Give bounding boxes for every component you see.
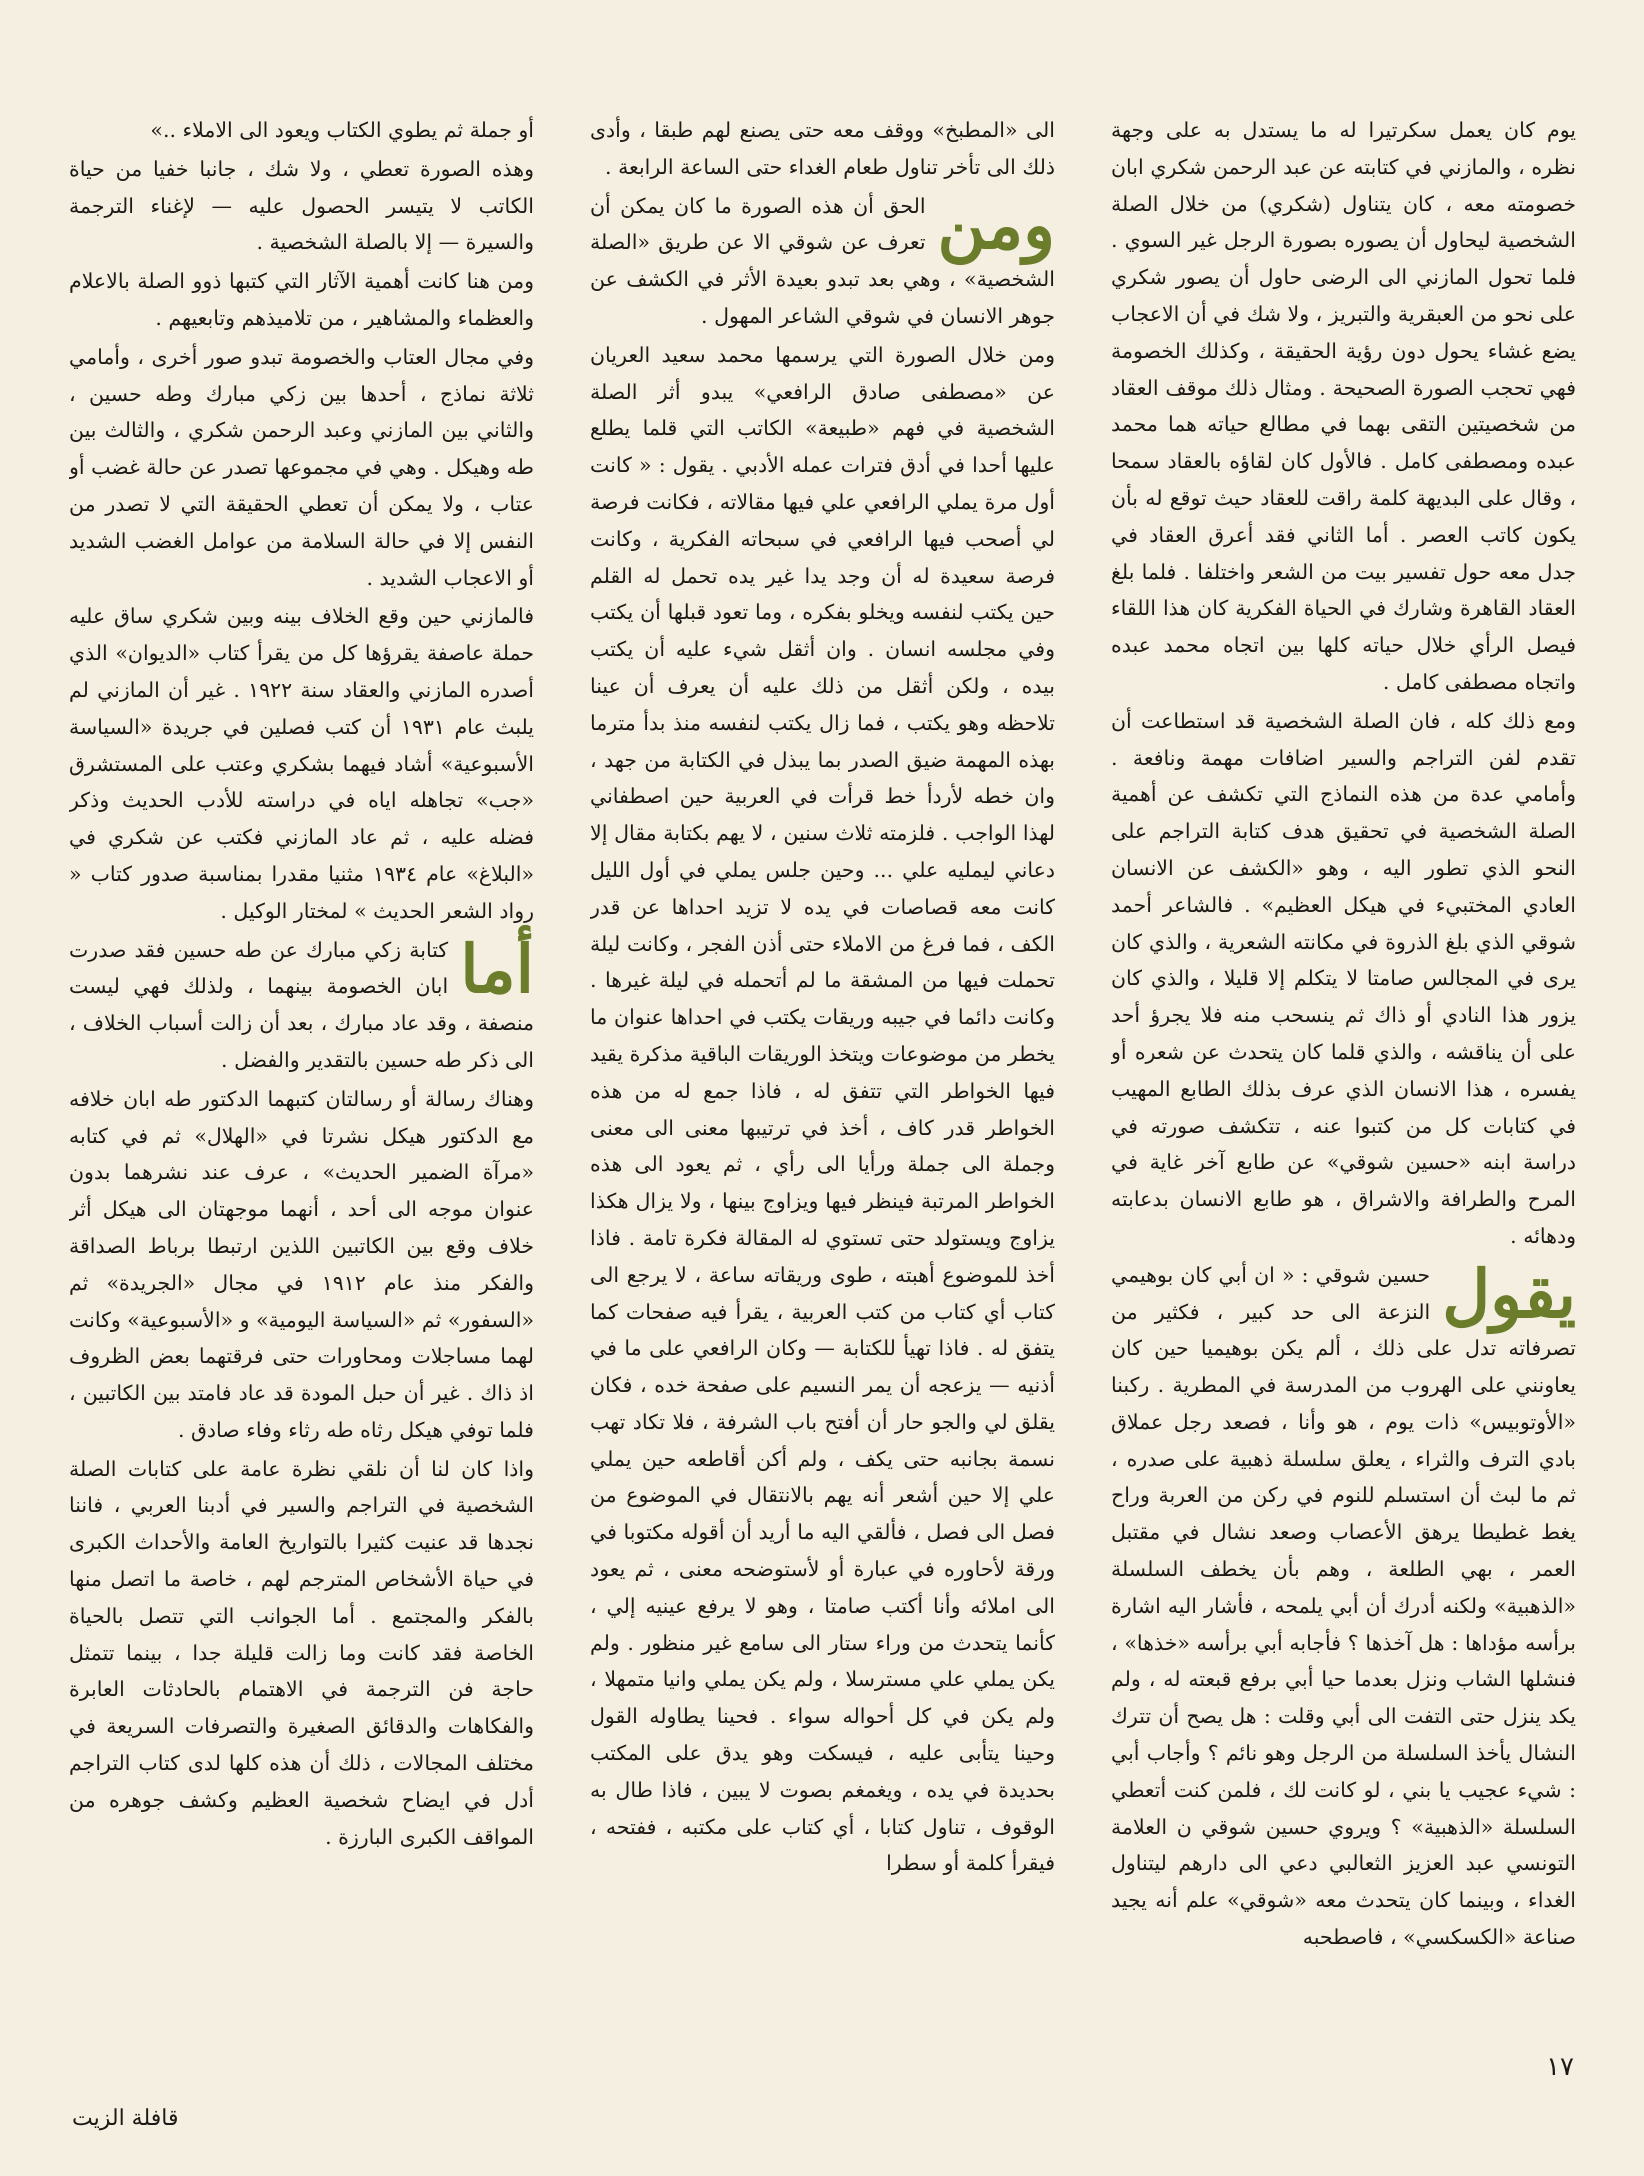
- paragraph: [1111, 1254, 1576, 1956]
- paragraph: وفي مجال العتاب والخصومة تبدو صور أخرى ، وأمامي ثلاثة نماذج ، أحدها بين زكي مبارك وطه حسين ، والثاني بين المازني وعبد الرحمن شكري ، والثالث بين طه وهيكل . وهي في مجموعها تصدر عن حالة غضب أو عتاب ، ولا يمكن أن تعطي الحقيقة التي لا تصدر من النفس إلا في حالة السلامة من عوامل الغضب الشديد أو الاعجاب الشديد .: [69, 344, 534, 590]
- paragraph: وهذه الصورة تعطي ، ولا شك ، جانبا خفيا من حياة الكاتب لا يتيسر الحصول عليه — لإغناء الترجمة والسيرة — إلا بالصلة الشخصية .: [69, 156, 534, 255]
- paragraph-text: الحق أن هذه الصورة ما كان يمكن أن تعرف عن شوقي الا عن طريق «الصلة الشخصية» ، وهي بعد تبدو بعيدة الأثر في الكشف عن جوهر الانسان في شوقي الشاعر المهول .: [590, 193, 1055, 328]
- paragraph-text: كتابة زكي مبارك عن طه حسين فقد صدرت ابان الخصومة بينهما ، ولذلك فهي ليست منصفة ، وقد عاد مبارك ، بعد أن زالت أسباب الخلاف ، الى ذكر طه حسين بالتقدير والفضل .: [69, 937, 534, 1072]
- paragraph: الى «المطبخ» ووقف معه حتى يصنع لهم طبقا ، وأدى ذلك الى تأخر تناول طعام الغداء حتى الساعة الرابعة .: [590, 118, 1055, 179]
- paragraph: وهناك رسالة أو رسالتان كتبهما الدكتور طه ابان خلافه مع الدكتور هيكل نشرتا في «الهلال» ثم في كتابه «مرآة الضمير الحديث» ، عرف عند نشرهما بدون عنوان موجه الى أحد ، أنهما موجهتان الى هيكل أثر خلاف وقع بين الكاتبين اللذين ارتبطا برباط الصداقة والفكر منذ عام ١٩١٢ في مجال «الجريدة» ثم «السفور» ثم «السياسة اليومية» و «الأسبوعية» وكانت لهما مساجلات ومحاورات حتى فرقتهما بعض الظروف اذ ذاك . غير أن حبل المودة قد عاد فامتد بين الكاتبين ، فلما توفي هيكل رثاه طه رثاء وفاء صادق .: [69, 1086, 534, 1442]
- paragraph: واذا كان لنا أن نلقي نظرة عامة على كتابات الصلة الشخصية في التراجم والسير في أدبنا العربي ، فاننا نجدها قد عنيت كثيرا بالتواريخ العامة والأحداث الكبرى في حياة الأشخاص المترجم لهم ، خاصة ما اتصل منها بالفكر والمجتمع . أما الجوانب التي تتصل بالحياة الخاصة فقد كانت وما زالت قليلة جدا ، بينما تتمثل حاجة فن الترجمة في الاهتمام بالحادثات العابرة والفكاهات والدقائق الصغيرة والتصرفات السريعة في مختلف المجالات ، ذلك أن هذه كلها لدى كتاب التراجم أدل في ايضاح شخصية العظيم وكشف جوهره من المواقف الكبرى البارزة .: [69, 1456, 534, 1849]
- paragraph: [590, 185, 1055, 335]
- paragraph: [69, 929, 534, 1079]
- paragraph: ومن خلال الصورة التي يرسمها محمد سعيد العريان عن «مصطفى صادق الرافعي» يبدو أثر الصلة الشخصية في فهم «طبيعة» الكاتب التي قلما يطلع عليها أحدا في أدق فترات عمله الأدبي . يقول : « كانت أول مرة يملي الرافعي علي فيها مقالاته ، فكانت فرصة لي أصحب فيها الرافعي في سبحاته الفكرية ، وكانت فرصة سعيدة له أن وجد يدا غير يده تحمل له القلم حين يكتب لنفسه ويخلو بفكره ، وما تعود قبلها أن يكتب وفي مجلسه انسان . وان أثقل شيء عليه أن يكتب بيده ، ولكن أثقل من ذلك عليه أن يعرف أن عينا تلاحظه وهو يكتب ، فما زال يكتب لنفسه منذ بدأ مترما بهذه المهمة ضيق الصدر بما يبذل في الكتابة من جهد ، وان خطه لأردأ خط قرأت في العربية حين اصطفاني لهذا الواجب . فلزمته ثلاث سنين ، لا يهم بكتابة مقال إلا دعاني ليمليه علي ... وحين جلس يملي في أول الليل كانت معه قصاصات في يده لا تزيد احداها عن قدر الكف ، فما فرغ من الاملاء حتى أذن الفجر ، وكانت ليلة تحملت فيها من المشقة ما لم أتحمله في ليلة غيرها . وكانت دائما في جيبه وريقات يكتب في احداها عنوان ما يخطر من موضوعات ويتخذ الوريقات الباقية مذكرة يقيد فيها الخواطر التي تتفق له ، فاذا جمع له من هذه الخواطر قدر كاف ، أخذ في ترتيبها معنى الى معنى وجملة الى جملة ورأيا الى رأي ، ثم يعود الى هذه الخواطر المرتبة فينظر فيها ويزاوج بينها ، ولا يزال هكذا يزاوج ويستولد حتى تستوي له المقالة فكرة تامة . فاذا أخذ للموضوع أهبته ، طوى وريقاته ساعة ، لا يرجع الى كتاب أي كتاب من كتب العربية ، يقرأ فيه صفحات كما يتفق له . فاذا تهيأ للكتابة — وكان الرافعي على ما في أذنيه — يزعجه أن يمر النسيم على صفحة خده ، فكان يقلق لي والجو حار أن أفتح باب الشرفة ، فلا تكاد تهب نسمة بجانبه حتى يكف ، ولم أكن أقاطعه حين يملي علي إلا حين أشعر أنه يهم بالانتقال في الموضوع من فصل الى فصل ، فألقي اليه ما أريد أن أقوله مكتوبا في ورقة لأحاوره في عبارة أو لأستوضحه معنى ، ثم يعود الى املائه وأنا أكتب صامتا ، وهو لا يرفع عينيه إلي ، كأنما يتحدث من وراء ستار الى سامع غير منظور . ولم يكن يملي علي مسترسلا ، ولم يكن يملي وانيا متمهلا ، ولم يكن في كل أحواله سواء . فحينا يطاوله القول وحينا يتأبى عليه ، فيسكت وهو يدق على المكتب بحديدة في يده ، ويغمغم بصوت لا يبين ، فاذا طال به الوقوف ، تناول كتابا ، أي كتاب على مكتبه ، ففتحه ، فيقرأ كلمة أو سطرا: [590, 342, 1055, 1876]
- paragraph: ومع ذلك كله ، فان الصلة الشخصية قد استطاعت أن تقدم لفن التراجم والسير اضافات مهمة ونافعة . وأمامي عدة من هذه النماذج التي تكشف عن أهمية الصلة الشخصية في تحقيق هدف كتابة التراجم على النحو الذي تطور اليه ، وهو «الكشف عن الانسان العادي المختبيء في هيكل العظيم» . فالشاعر أحمد شوقي الذي بلغ الذروة في مكانته الشعرية ، والذي كان يرى في المجالس صامتا لا يتكلم إلا قليلا ، والذي كان يزور هذا النادي أو ذاك ثم ينسحب منه فلا يجرؤ أحد على أن يناقشه ، والذي قلما كان يتحدث عن شعره أو يفسره ، هذا الانسان الذي عرف بذلك الطابع المهيب في كتابات كل من كتبوا عنه ، تتكشف صورته في دراسة ابنه «حسين شوقي» عن طابع آخر غاية في المرح والطرافة والاشراق ، هو طابع الانسان بدعابته ودهائه .: [1111, 708, 1576, 1248]
- dropcap-word: أما: [460, 929, 534, 1008]
- magazine-name: قافلة الزيت: [72, 2106, 179, 2131]
- paragraph: فالمازني حين وقع الخلاف بينه وبين شكري ساق عليه حملة عاصفة يقرؤها كل من يقرأ كتاب «الديوان» الذي أصدره المازني والعقاد سنة ١٩٢٢ . غير أن المازني لم يلبث عام ١٩٣١ أن كتب فصلين في جريدة «السياسة الأسبوعية» أشاد فيهما بشكري وعتب على المستشرق «جب» تجاهله اياه في دراسته للأدب الحديث وذكر فضله عليه ، ثم عاد المازني فكتب عن شكري في «البلاغ» عام ١٩٣٤ مثنيا مقدرا بمناسبة صدور كتاب « رواد الشعر الحديث » لمختار الوكيل .: [69, 604, 534, 923]
- column-middle: [590, 112, 1055, 2032]
- dropcap-word: ومن: [937, 185, 1055, 264]
- article-columns: [68, 112, 1576, 2032]
- paragraph: يوم كان يعمل سكرتيرا له ما يستدل به على وجهة نظره ، والمازني في كتابته عن عبد الرحمن شكري ابان خصومته معه ، كان يتناول (شكري) من خلال الصلة الشخصية ليحاول أن يصوره بصورة الرجل غير السوي . فلما تحول المازني الى الرضى حاول أن يصور شكري على نحو من العبقرية والتبريز ، ولا شك في أن الاعجاب يضع غشاء يحول دون رؤية الحقيقة ، وكذلك الخصومة فهي تحجب الصورة الصحيحة . ومثال ذلك موقف العقاد من شخصيتين التقى بهما في مطالع حياته هما محمد عبده ومصطفى كامل . فالأول كان لقاؤه بالعقاد سمحا ، وقال على البديهة كلمة راقت للعقاد حيث توقع له بأن يكون كاتب العصر . أما الثاني فقد أعرق العقاد في جدل معه حول تفسير بيت من الشعر واختلفا . فلما بلغ العقاد القاهرة وشارك في الحياة الفكرية كان هذا اللقاء فيصل الرأي خلال حياته كلها بين اتجاه محمد عبده واتجاه مصطفى كامل .: [1111, 118, 1576, 694]
- paragraph: ومن هنا كانت أهمية الآثار التي كتبها ذوو الصلة بالاعلام والعظماء والمشاهير ، من تلاميذهم وتابعيهم .: [69, 269, 534, 330]
- paragraph: أو جملة ثم يطوي الكتاب ويعود الى الاملاء ..»: [150, 118, 534, 142]
- column-left: [69, 112, 534, 2032]
- paragraph-text: حسين شوقي : « ان أبي كان بوهيمي النزعة الى حد كبير ، فكثير من تصرفاته تدل على ذلك ، ألم يكن بوهيميا حين كان يعاونني على الهروب من المدرسة في المطرية . ركبنا «الأوتوبيس» ذات يوم ، هو وأنا ، فصعد رجل عملاق بادي الترف والثراء ، يعلق سلسلة ذهبية على صدره ، ثم ما لبث أن استسلم للنوم في ركن من العربة وراح يغط غطيطا يرهق الأعصاب وصعد نشال في مقتبل العمر ، بهي الطلعة ، وهم بأن يخطف السلسلة «الذهبية» ولكنه أدرك أن أبي يلمحه ، فأشار اليه اشارة برأسه مؤداها : هل آخذها ؟ فأجابه أبي برأسه «خذها» ، فنشلها الشاب ونزل بعدما حيا أبي برفع قبعته له ، ولم يكد ينزل حتى التفت الى أبي وقلت : هل يصح أن تترك النشال يأخذ السلسلة من الرجل وهو نائم ؟ وأجاب أبي : شيء عجيب يا بني ، لو كانت لك ، فلمن كنت أتعطي السلسلة «الذهبية» ؟ ويروي حسين شوقي ن العلامة التونسي عبد العزيز الثعالبي دعي الى دارهم ليتناول الغداء ، وبينما كان يتحدث معه «شوقي» علم أنه يجيد صناعة «الكسكسي» ، فاصطحبه: [1111, 1262, 1576, 1950]
- page-number: ١٧: [1546, 2052, 1574, 2082]
- column-right: [1111, 112, 1576, 2032]
- dropcap-word: يقول: [1442, 1254, 1576, 1333]
